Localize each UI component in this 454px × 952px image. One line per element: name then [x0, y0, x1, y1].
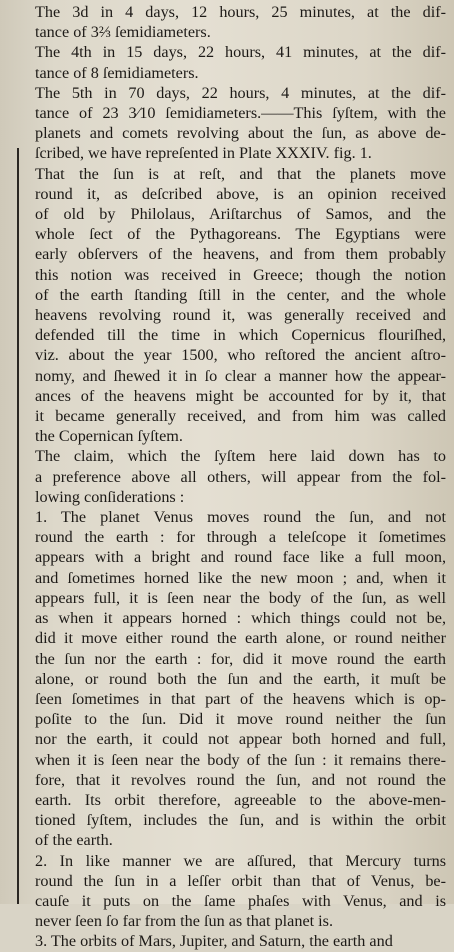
text-line: appears full, it is ſeen near the body of the ſun, as well [35, 588, 446, 607]
text-line: defended till the time in which Copernicus flouriſhed, [35, 326, 446, 345]
paragraph [24, 851, 446, 932]
text-line: the ſun nor the earth : for, did it move round the earth [35, 649, 446, 668]
text-line: The 5th in 70 days, 22 hours, 4 minutes, at the dif- [35, 83, 446, 102]
text-line: ſeen ſometimes in that part of the heavens which is op- [35, 689, 446, 708]
text-line: fore, that it revolves round the ſun, and not round the [35, 770, 446, 789]
text-line: early obſervers of the heavens, and from them probably [35, 245, 446, 264]
text-line: That the ſun is at reſt, and that the planets move [35, 164, 446, 183]
text-line: of the earth ſtanding ſtill in the center, and the whole [35, 285, 446, 304]
text-line: and ſometimes horned like the new moon ; and, when it [35, 568, 446, 587]
text-line: round the ſun in a leſſer orbit than that of Venus, be- [35, 871, 446, 890]
text-line: tance of 23 3⁄10 ſemidiameters.——This ſyſtem, with the [35, 104, 446, 123]
text-line: 3. The orbits of Mars, Jupiter, and Saturn, the earth and [35, 932, 393, 951]
text-line: 2. In like manner we are aſſured, that Mercury turns [35, 851, 446, 870]
text-line: alone, or round both the ſun and the earth, it muſt be [35, 669, 446, 688]
text-line: nor the earth, it could not appear both horned and full, [35, 730, 446, 749]
text-line: tance of 3⅔ ſemidiameters. [35, 23, 211, 42]
paragraph [24, 507, 446, 850]
paragraph [24, 164, 446, 447]
text-line: as when it appears horned : which things could not be, [35, 609, 446, 628]
text-line: The 4th in 15 days, 22 hours, 41 minutes, at the dif- [35, 43, 446, 62]
paragraph [24, 2, 446, 42]
text-line: heavens revolving round it, was generally received and [35, 306, 446, 325]
text-line: of the earth. [35, 831, 113, 850]
paragraph [24, 446, 446, 507]
text-line: nomy, and ſhewed it in ſo clear a manner how the appear- [35, 366, 446, 385]
text-line: when it is ſeen near the body of the ſun : it remains there- [35, 750, 446, 769]
text-line: ſcribed, we have repreſented in Plate XXXIV. fig. 1. [35, 144, 372, 163]
text-line: appears with a bright and round face like a full moon, [35, 548, 446, 567]
text-line: never ſeen ſo far from the ſun as that planet is. [35, 912, 334, 931]
text-line: earth. Its orbit therefore, agreeable to the above-men- [35, 790, 446, 809]
text-line: cauſe it puts on the ſame phaſes with Venus, and is [35, 891, 446, 910]
text-line: 1. The planet Venus moves round the ſun, and not [35, 508, 446, 527]
text-line: tance of 8 ſemidiameters. [35, 63, 199, 82]
text-line: a preference above all others, will appear from the fol- [35, 467, 446, 486]
text-line: whole ſect of the Pythagoreans. The Egyptians were [35, 225, 446, 244]
text-line: round it, as deſcribed above, is an opinion received [35, 184, 446, 203]
text-line: round the earth : for through a teleſcope it ſometimes [35, 528, 446, 547]
text-line: viz. about the year 1500, who reſtored the ancient aſtro- [35, 346, 446, 365]
text-line: this notion was received in Greece; though the notion [35, 265, 446, 284]
text-line: the Copernican ſyſtem. [35, 427, 183, 446]
text-line: The claim, which the ſyſtem here laid down has to [35, 447, 446, 466]
paragraph [24, 83, 446, 164]
text-line: lowing conſiderations : [35, 487, 185, 506]
margin-rule [17, 148, 19, 904]
page-text [24, 2, 446, 952]
text-line: planets and comets revolving about the ſun, as above de- [35, 124, 446, 143]
text-line: The 3d in 4 days, 12 hours, 25 minutes, at the dif- [35, 3, 446, 21]
paragraph [24, 931, 446, 951]
text-line: did it move either round the earth alone, or round neither [35, 629, 446, 648]
text-line: it became generally received, and from him was called [35, 407, 446, 426]
text-line: tioned ſyſtem, includes the ſun, and is within the orbit [35, 811, 446, 830]
text-line: ances of the heavens might be accounted for by it, that [35, 386, 446, 405]
text-line: poſite to the ſun. Did it move round neither the ſun [35, 710, 446, 729]
text-line: of old by Philolaus, Ariſtarchus of Samos, and the [35, 205, 446, 224]
paragraph [24, 42, 446, 82]
